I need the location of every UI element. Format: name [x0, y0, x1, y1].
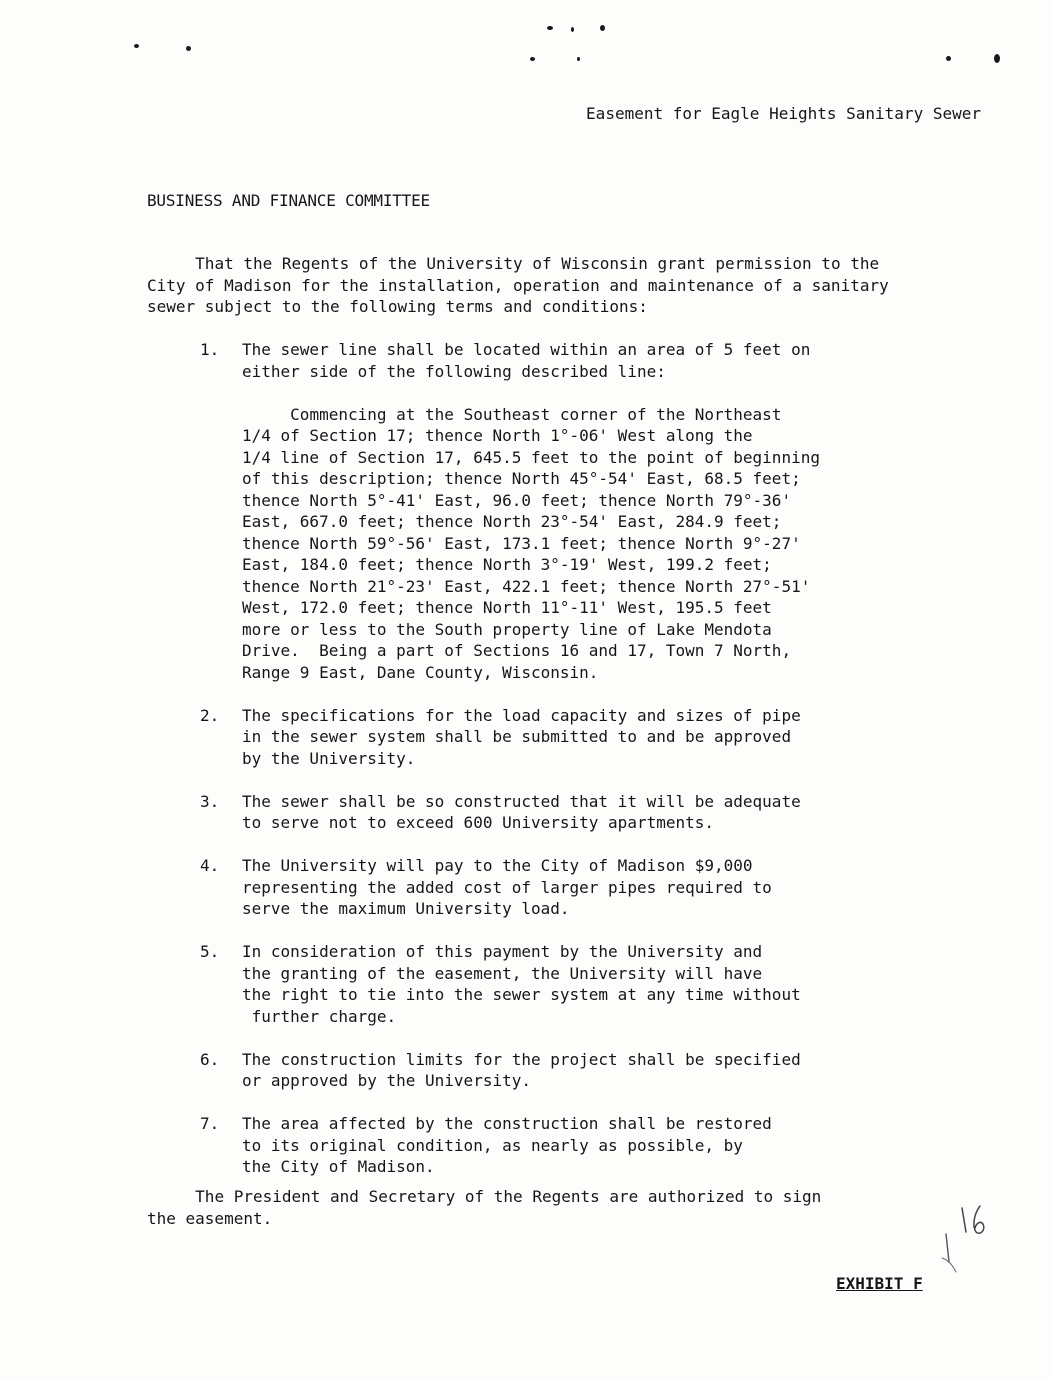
condition-text: The area affected by the construction shall be restored to its original condition, as nearly as possible, by the City of Madison.: [242, 1114, 772, 1176]
condition-number: 3.: [200, 791, 220, 811]
condition-item: [200, 1049, 940, 1092]
condition-text: The specifications for the load capacity and sizes of pipe in the sewer system shall be submitted to and be approved by the University.: [242, 705, 801, 768]
conditions-list: [200, 339, 940, 1178]
scan-speck: [530, 57, 535, 61]
condition-text: The construction limits for the project shall be specified or approved by the University.: [242, 1049, 801, 1090]
legal-description: Commencing at the Southeast corner of the Northeast 1/4 of Section 17; thence North 1°-06' West along the 1/4 line of Section 17, 645.5 feet to the point of beginning of this description; thence North 45°-54' East, 68.5 feet; thence North 5°-41' East, 96.0 feet; thence North 79°-36' East, 667.0 feet; thence North 23°-54' East, 284.9 feet; thence North 59°-56' East, 173.1 feet; thence North 9°-27' East, 184.0 feet; thence North 3°-19' West, 199.2 feet; thence North 21°-23' East, 422.1 feet; thence North 27°-51' West, 172.0 feet; thence North 11°-11' West, 195.5 feet more or less to the South property line of Lake Mendota Drive. Being a part of Sections 16 and 17, Town 7 North, Range 9 East, Dane County, Wisconsin.: [242, 404, 820, 682]
condition-text: The University will pay to the City of Madison $9,000 representing the added cost of larger pipes required to serve the maximum University load.: [242, 856, 772, 918]
condition-number: 1.: [200, 340, 220, 359]
scan-speck: [186, 46, 191, 51]
condition-number: 4.: [200, 856, 220, 875]
condition-text: The sewer line shall be located within an area of 5 feet on either side of the following described line:: [242, 340, 811, 381]
scan-speck: [946, 56, 951, 61]
scan-speck: [600, 25, 605, 31]
scan-speck: [577, 57, 580, 61]
condition-item: [200, 339, 940, 683]
document-title: Easement for Eagle Heights Sanitary Sewer: [586, 104, 981, 123]
condition-item: [200, 855, 940, 920]
handwritten-page-number: [936, 1200, 996, 1280]
condition-number: 2.: [200, 705, 220, 725]
condition-item: [200, 1113, 940, 1178]
condition-number: 5.: [200, 942, 220, 961]
condition-number: 7.: [200, 1114, 220, 1133]
scan-speck: [134, 44, 139, 48]
closing-paragraph: The President and Secretary of the Regents are authorized to sign the easement.: [147, 1187, 822, 1228]
condition-text: In consideration of this payment by the University and the granting of the easement, the University will have the right to tie into the sewer system at any time without further charge.: [242, 942, 801, 1026]
condition-text: The sewer shall be so constructed that it will be adequate to serve not to exceed 600 University apartments.: [242, 791, 801, 832]
scan-speck: [994, 54, 1000, 63]
committee-heading: BUSINESS AND FINANCE COMMITTEE: [147, 191, 430, 210]
exhibit-label: EXHIBIT F: [836, 1274, 923, 1293]
scan-speck: [571, 27, 574, 32]
condition-item: [200, 705, 940, 770]
condition-item: [200, 791, 940, 834]
intro-paragraph: That the Regents of the University of Wisconsin grant permission to the City of Madison for the installation, operation and maintenance of a sanitary sewer subject to the following terms and conditions:: [147, 254, 889, 316]
scan-speck: [547, 26, 553, 30]
condition-number: 6.: [200, 1049, 220, 1069]
condition-item: [200, 941, 940, 1027]
